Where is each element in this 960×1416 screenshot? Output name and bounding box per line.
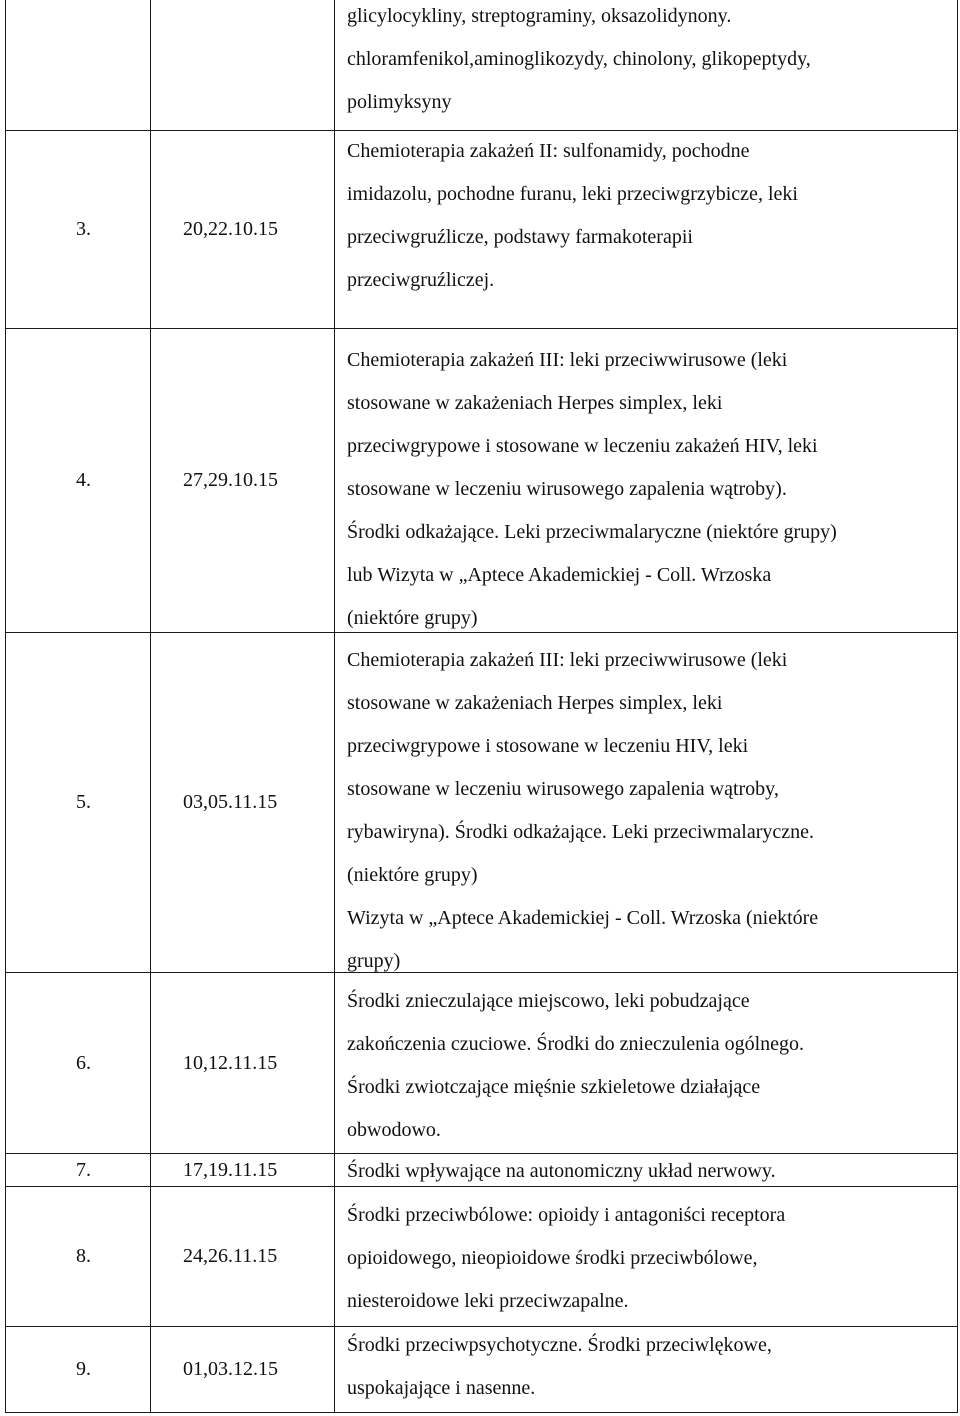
table-horizontal-rule — [5, 1186, 958, 1187]
topic-line: imidazolu, pochodne furanu, leki przeciwgrzybicze, leki — [347, 183, 798, 205]
topic-line: (niektóre grupy) — [347, 864, 478, 886]
row-number: 5. — [76, 791, 91, 813]
row-date: 10,12.11.15 — [183, 1052, 278, 1074]
table-vertical-rule — [334, 0, 335, 1412]
topic-line: przeciwgruźliczej. — [347, 269, 495, 291]
topic-line: grupy) — [347, 950, 401, 972]
topic-line: Chemioterapia zakażeń III: leki przeciwwirusowe (leki — [347, 349, 788, 371]
table-horizontal-rule — [5, 1153, 958, 1154]
topic-line: Środki przeciwpsychotyczne. Środki przeciwlękowe, — [347, 1334, 772, 1356]
row-number: 7. — [76, 1159, 91, 1181]
topic-line: uspokajające i nasenne. — [347, 1377, 536, 1399]
topic-line: (niektóre grupy) — [347, 607, 478, 629]
topic-line: stosowane w zakażeniach Herpes simplex, leki — [347, 692, 723, 714]
topic-line: rybawiryna). Środki odkażające. Leki przeciwmalaryczne. — [347, 821, 814, 843]
table-horizontal-rule — [5, 130, 958, 131]
topic-line: stosowane w leczeniu wirusowego zapalenia wątroby). — [347, 478, 787, 500]
topic-line: lub Wizyta w „Aptece Akademickiej - Coll. Wrzoska — [347, 564, 772, 586]
topic-line: Wizyta w „Aptece Akademickiej - Coll. Wrzoska (niektóre — [347, 907, 819, 929]
row-number: 4. — [76, 469, 91, 491]
table-vertical-rule — [150, 0, 151, 1412]
topic-line: niesteroidowe leki przeciwzapalne. — [347, 1290, 629, 1312]
row-date: 03,05.11.15 — [183, 791, 278, 813]
topic-line: Środki przeciwbólowe: opioidy i antagoniści receptora — [347, 1204, 786, 1226]
row-date: 24,26.11.15 — [183, 1245, 278, 1267]
row-number: 6. — [76, 1052, 91, 1074]
topic-line: Środki wpływające na autonomiczny układ nerwowy. — [347, 1160, 776, 1182]
table-vertical-rule — [5, 0, 6, 1412]
topic-line: Środki odkażające. Leki przeciwmalaryczne (niektóre grupy) — [347, 521, 837, 543]
table-horizontal-rule — [5, 1412, 958, 1413]
topic-line: Środki znieczulające miejscowo, leki pobudzające — [347, 990, 750, 1012]
topic-line: opioidowego, nieopioidowe środki przeciwbólowe, — [347, 1247, 758, 1269]
table-horizontal-rule — [5, 972, 958, 973]
topic-line: przeciwgrypowe i stosowane w leczeniu HIV, leki — [347, 735, 749, 757]
table-vertical-rule — [957, 0, 958, 1412]
row-date: 20,22.10.15 — [183, 218, 278, 240]
topic-line: przeciwgrypowe i stosowane w leczeniu zakażeń HIV, leki — [347, 435, 818, 457]
table-horizontal-rule — [5, 1326, 958, 1327]
table-horizontal-rule — [5, 632, 958, 633]
topic-line: zakończenia czuciowe. Środki do znieczulenia ogólnego. — [347, 1033, 805, 1055]
topic-line: glicylocykliny, streptograminy, oksazolidynony. — [347, 5, 732, 27]
topic-line: Środki zwiotczające mięśnie szkieletowe działające — [347, 1076, 761, 1098]
topic-line: obwodowo. — [347, 1119, 441, 1141]
row-number: 8. — [76, 1245, 91, 1267]
topic-line: Chemioterapia zakażeń II: sulfonamidy, pochodne — [347, 140, 750, 162]
topic-line: chloramfenikol,aminoglikozydy, chinolony, glikopeptydy, — [347, 48, 811, 70]
row-number: 3. — [76, 218, 91, 240]
row-date: 17,19.11.15 — [183, 1159, 278, 1181]
row-number: 9. — [76, 1358, 91, 1380]
row-date: 27,29.10.15 — [183, 469, 278, 491]
table-horizontal-rule — [5, 328, 958, 329]
row-date: 01,03.12.15 — [183, 1358, 278, 1380]
topic-line: stosowane w leczeniu wirusowego zapalenia wątroby, — [347, 778, 779, 800]
topic-line: Chemioterapia zakażeń III: leki przeciwwirusowe (leki — [347, 649, 788, 671]
topic-line: stosowane w zakażeniach Herpes simplex, leki — [347, 392, 723, 414]
topic-line: przeciwgruźlicze, podstawy farmakoterapii — [347, 226, 693, 248]
topic-line: polimyksyny — [347, 91, 452, 113]
